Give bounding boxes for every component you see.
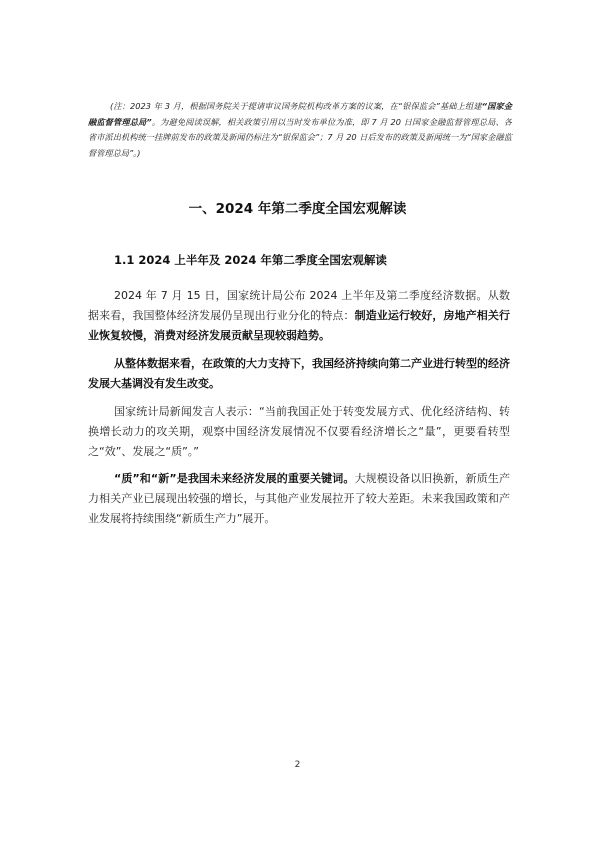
subsection-heading: 1.1 2024 上半年及 2024 年第二季度全国宏观解读 bbox=[114, 253, 387, 267]
note-text-part3: 。为避免阅读误解，相关政策引用以当时发布单位为准，即 7 月 20 日国家金融监督管理总局、各省市派出机构统一挂牌前发布的政策及新闻仍标注为“银保监会”；7 月 20 日后发布的政策及新闻统一为“国家金融监督管理总局”。) bbox=[88, 116, 512, 158]
paragraph-text: 2024 年 7 月 15 日，国家统计局公布 2024 上半年及第二季度经济数据。从数据来看，我国整体经济发展仍呈现出行业分化的特点： bbox=[88, 289, 510, 322]
paragraph-spokesperson-quote bbox=[88, 402, 510, 462]
paragraph-text: 大规模设备以旧换新，新质生产力相关产业已展现出较强的增长，与其他产业发展拉开了较大差距。未来我国政策和产业发展将持续围绕“新质生产力”展开。 bbox=[88, 472, 511, 525]
editorial-note bbox=[88, 99, 512, 161]
note-text-part1: (注：2023 年 3 月，根据国务院关于提请审议国务院机构改革方案的议案，在“银保监会”基础上组建 bbox=[110, 101, 482, 111]
paragraph-emphasis: 从整体数据来看，在政策的大力支持下，我国经济持续向第二产业进行转型的经济发展大基调没有发生改变。 bbox=[88, 357, 510, 390]
paragraph-data-release bbox=[88, 286, 510, 346]
note-text-bold: “国家金融监督管理总局” bbox=[88, 101, 512, 127]
paragraph-emphasis: 制造业运行较好，房地产相关行业恢复较慢，消费对经济发展贡献呈现较弱趋势。 bbox=[88, 309, 510, 342]
paragraph-text: 国家统计局新闻发言人表示：“当前我国正处于转变发展方式、优化经济结构、转换增长动力的攻关期，观察中国经济发展情况不仅要看经济增长之“量”，更要看转型之“效”、发展之“质”。” bbox=[88, 405, 510, 458]
paragraph-new-productivity bbox=[88, 469, 510, 529]
page-number: 2 bbox=[294, 760, 301, 770]
paragraph-emphasis: “质”和“新”是我国未来经济发展的重要关键词。 bbox=[114, 472, 355, 485]
paragraph-overall-trend bbox=[88, 354, 510, 394]
section-heading: 一、2024 年第二季度全国宏观解读 bbox=[188, 201, 407, 217]
